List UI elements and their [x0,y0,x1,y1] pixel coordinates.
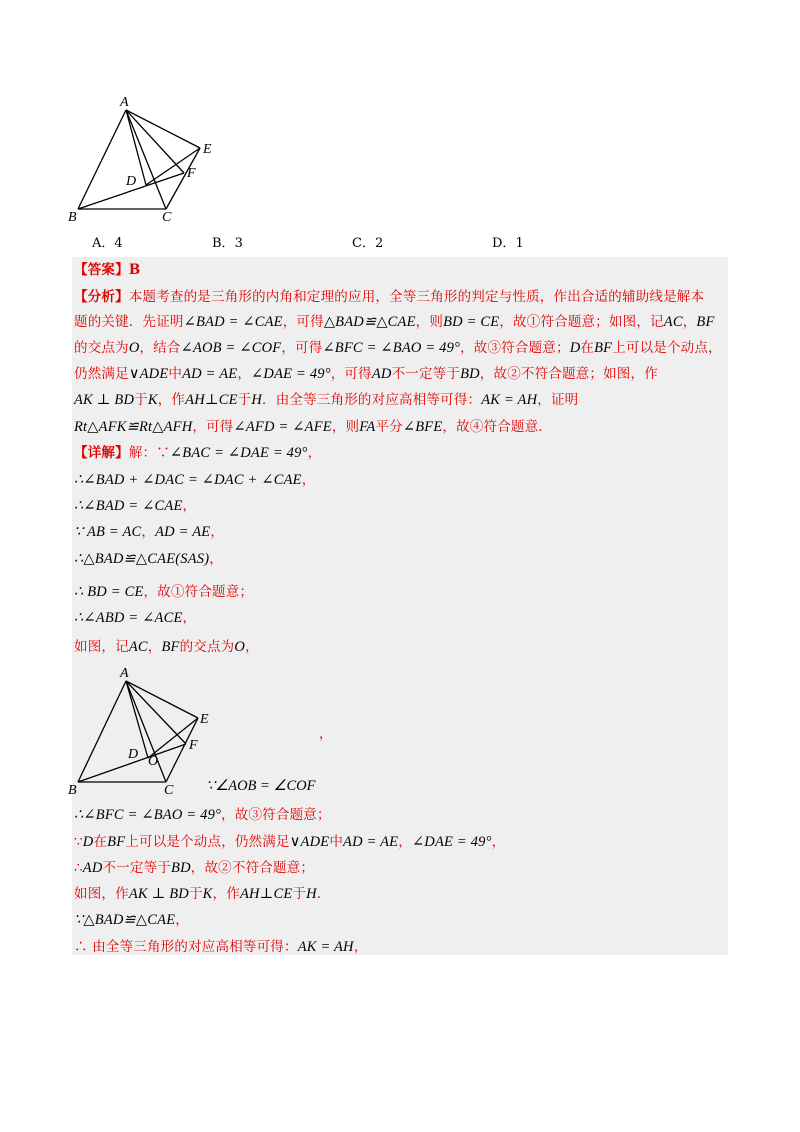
label-F: F [187,166,196,181]
detail-line-7: ∴∠ABD = ∠ACE， [74,610,197,626]
analysis-line-3: 的交点为O，结合∠AOB = ∠COF，可得∠BFC = ∠BAO = 49°，故③符合题意；D在BF上可以是个动点， [74,340,722,356]
label-D: D [128,747,139,762]
aob-cof-equation: ∵∠AOB = ∠COF [206,778,316,794]
detail-line-8: 如图，记AC，BF的交点为O， [74,639,259,655]
geometry-figure-2 [66,663,216,798]
label-B: B [68,783,77,798]
label-A: A [120,95,129,110]
option-b[interactable]: B．3 [212,236,243,251]
answer-line: 【答案】B [74,262,141,278]
detail-line-3: ∴∠BAD = ∠CAE， [74,498,197,514]
detail-line-12: 如图，作AK ⊥ BD于K，作AH⊥CE于H． [74,886,331,902]
detail-line-5: ∴△BAD≌△CAE(SAS)， [74,551,223,567]
analysis-line-1: 【分析】本题考查的是三角形的内角和定理的应用，全等三角形的判定与性质，作出合适的辅助线是解本 [74,289,705,305]
geometry-figure-1 [66,90,216,225]
analysis-line-6: Rt△AFK≌Rt△AFH，可得∠AFD = ∠AFE，则FA平分∠BFE，故④符合题意． [74,419,553,435]
label-E: E [200,712,209,727]
analysis-line-4: 仍然满足∨ADE中AD = AE，∠DAE = 49°，可得AD不一定等于BD，故②不符合题意；如图，作 [74,366,658,382]
label-F: F [189,738,198,753]
label-C: C [162,210,172,225]
label-B: B [68,210,77,225]
detail-line-4: ∵ AB = AC，AD = AE， [74,524,225,540]
label-A: A [120,666,129,681]
detail-line-6: ∴ BD = CE，故①符合题意； [74,584,254,600]
stray-comma: ， [319,726,333,742]
detail-line-9: ∴∠BFC = ∠BAO = 49°，故③符合题意； [74,807,331,823]
label-O: O [148,754,159,769]
detail-line-1: 【详解】解：∵∠BAC = ∠DAE = 49°， [74,445,322,461]
detail-line-14: ∴ 由全等三角形的对应高相等可得：AK = AH， [74,939,368,955]
label-C: C [164,783,174,798]
detail-line-13: ∵△BAD≌△CAE， [74,912,189,928]
option-d[interactable]: D．1 [492,236,524,251]
analysis-line-2: 题的关键．先证明∠BAD = ∠CAE，可得△BAD≌△CAE，则BD = CE，故①符合题意；如图，记AC，BF [74,314,715,330]
label-E: E [203,142,212,157]
label-D: D [126,174,137,189]
detail-line-11: ∴AD不一定等于BD，故②不符合题意； [74,860,315,876]
option-c[interactable]: C．2 [352,236,384,251]
analysis-line-5: AK ⊥ BD于K，作AH⊥CE于H．由全等三角形的对应高相等可得：AK = AH，证明 [74,392,579,408]
detail-line-10: ∵D在BF上可以是个动点，仍然满足∨ADE中AD = AE，∠DAE = 49°， [74,834,506,850]
detail-line-2: ∴∠BAD + ∠DAC = ∠DAC + ∠CAE， [74,472,316,488]
option-a[interactable]: A．4 [92,236,123,251]
